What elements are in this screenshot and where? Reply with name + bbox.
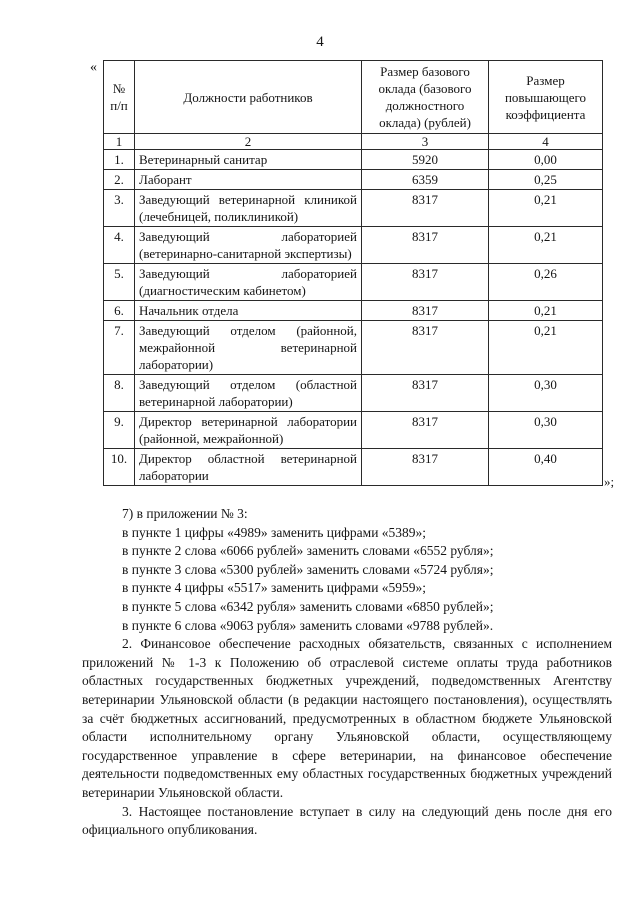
base-salary: 8317 bbox=[362, 375, 489, 412]
position-name: Лаборант bbox=[135, 170, 362, 190]
document-body bbox=[82, 505, 612, 840]
row-number: 6. bbox=[104, 301, 135, 321]
column-number: 3 bbox=[362, 134, 489, 150]
paragraph-3: 3. Настоящее постановление вступает в силу на следующий день после дня его официального опубликования. bbox=[82, 803, 612, 838]
row-number: 9. bbox=[104, 412, 135, 449]
position-name: Заведующий отделом (областной ветеринарной лаборатории) bbox=[135, 375, 362, 412]
base-salary: 8317 bbox=[362, 301, 489, 321]
row-number: 8. bbox=[104, 375, 135, 412]
amendment-line: в пункте 1 цифры «4989» заменить цифрами «5389»; bbox=[122, 524, 427, 540]
position-name: Начальник отдела bbox=[135, 301, 362, 321]
paragraph-2: 2. Финансовое обеспечение расходных обязательств, связанных с исполнением приложений № 1-3 к Положению об отраслевой системе оплаты труда работников областных государственных бюджетных учреждений, подведомственных Агентству ветеринарии Ульяновской области (в редакции настоящего постановления), осуществлять за счёт бюджетных ассигнований, предусмотренных в областном бюджете Ульяновской области исполнительному органу Ульяновской области, осуществляющему государственное управление в сфере ветеринарии, на финансовое обеспечение деятельности подведомственных ему областных государственных бюджетных учреждений ветеринарии Ульяновской области. bbox=[82, 636, 612, 800]
row-number: 7. bbox=[104, 321, 135, 375]
position-name: Ветеринарный санитар bbox=[135, 150, 362, 170]
amendment-line: в пункте 6 слова «9063 рубля» заменить словами «9788 рублей». bbox=[122, 617, 494, 633]
column-number: 1 bbox=[104, 134, 135, 150]
amendment-line: в пункте 4 цифры «5517» заменить цифрами «5959»; bbox=[122, 580, 427, 596]
coefficient: 0,40 bbox=[489, 449, 603, 486]
header-salary: Размер базового оклада (базового должностного оклада) (рублей) bbox=[362, 61, 489, 134]
header-number: № п/п bbox=[104, 61, 135, 134]
header-coefficient: Размер повышающего коэффициента bbox=[489, 61, 603, 134]
coefficient: 0,26 bbox=[489, 264, 603, 301]
base-salary: 8317 bbox=[362, 190, 489, 227]
base-salary: 6359 bbox=[362, 170, 489, 190]
table-header-row bbox=[104, 61, 603, 134]
table-row bbox=[104, 150, 603, 170]
column-number: 2 bbox=[135, 134, 362, 150]
opening-quote: « bbox=[90, 60, 97, 75]
coefficient: 0,21 bbox=[489, 227, 603, 264]
salary-table bbox=[103, 60, 603, 486]
coefficient: 0,30 bbox=[489, 375, 603, 412]
row-number: 3. bbox=[104, 190, 135, 227]
closing-quote: »; bbox=[604, 474, 615, 489]
column-number-row bbox=[104, 134, 603, 150]
page-number: 4 bbox=[316, 34, 324, 50]
coefficient: 0,21 bbox=[489, 190, 603, 227]
position-name: Заведующий лабораторией (ветеринарно-санитарной экспертизы) bbox=[135, 227, 362, 264]
position-name: Заведующий ветеринарной клиникой (лечебницей, поликлиникой) bbox=[135, 190, 362, 227]
base-salary: 8317 bbox=[362, 264, 489, 301]
row-number: 5. bbox=[104, 264, 135, 301]
table-row bbox=[104, 301, 603, 321]
table-row bbox=[104, 190, 603, 227]
base-salary: 8317 bbox=[362, 412, 489, 449]
table-row bbox=[104, 321, 603, 375]
amendment-line: в пункте 5 слова «6342 рубля» заменить словами «6850 рублей»; bbox=[122, 598, 494, 614]
position-name: Заведующий отделом (районной, межрайонной ветеринарной лаборатории) bbox=[135, 321, 362, 375]
coefficient: 0,00 bbox=[489, 150, 603, 170]
row-number: 4. bbox=[104, 227, 135, 264]
coefficient: 0,21 bbox=[489, 301, 603, 321]
base-salary: 5920 bbox=[362, 150, 489, 170]
coefficient: 0,21 bbox=[489, 321, 603, 375]
amendment-line: в пункте 3 слова «5300 рублей» заменить словами «5724 рубля»; bbox=[122, 561, 494, 577]
base-salary: 8317 bbox=[362, 321, 489, 375]
row-number: 10. bbox=[104, 449, 135, 486]
table-row bbox=[104, 170, 603, 190]
column-number: 4 bbox=[489, 134, 603, 150]
row-number: 2. bbox=[104, 170, 135, 190]
base-salary: 8317 bbox=[362, 227, 489, 264]
item-7-heading: 7) в приложении № 3: bbox=[122, 506, 248, 521]
table-row bbox=[104, 264, 603, 301]
amendment-line: в пункте 2 слова «6066 рублей» заменить словами «6552 рубля»; bbox=[122, 543, 494, 559]
table-row bbox=[104, 375, 603, 412]
table-row bbox=[104, 227, 603, 264]
position-name: Директор областной ветеринарной лаборатории bbox=[135, 449, 362, 486]
position-name: Заведующий лабораторией (диагностическим кабинетом) bbox=[135, 264, 362, 301]
row-number: 1. bbox=[104, 150, 135, 170]
coefficient: 0,25 bbox=[489, 170, 603, 190]
coefficient: 0,30 bbox=[489, 412, 603, 449]
position-name: Директор ветеринарной лаборатории (районной, межрайонной) bbox=[135, 412, 362, 449]
table-row bbox=[104, 412, 603, 449]
header-position: Должности работников bbox=[135, 61, 362, 134]
base-salary: 8317 bbox=[362, 449, 489, 486]
table-row bbox=[104, 449, 603, 486]
